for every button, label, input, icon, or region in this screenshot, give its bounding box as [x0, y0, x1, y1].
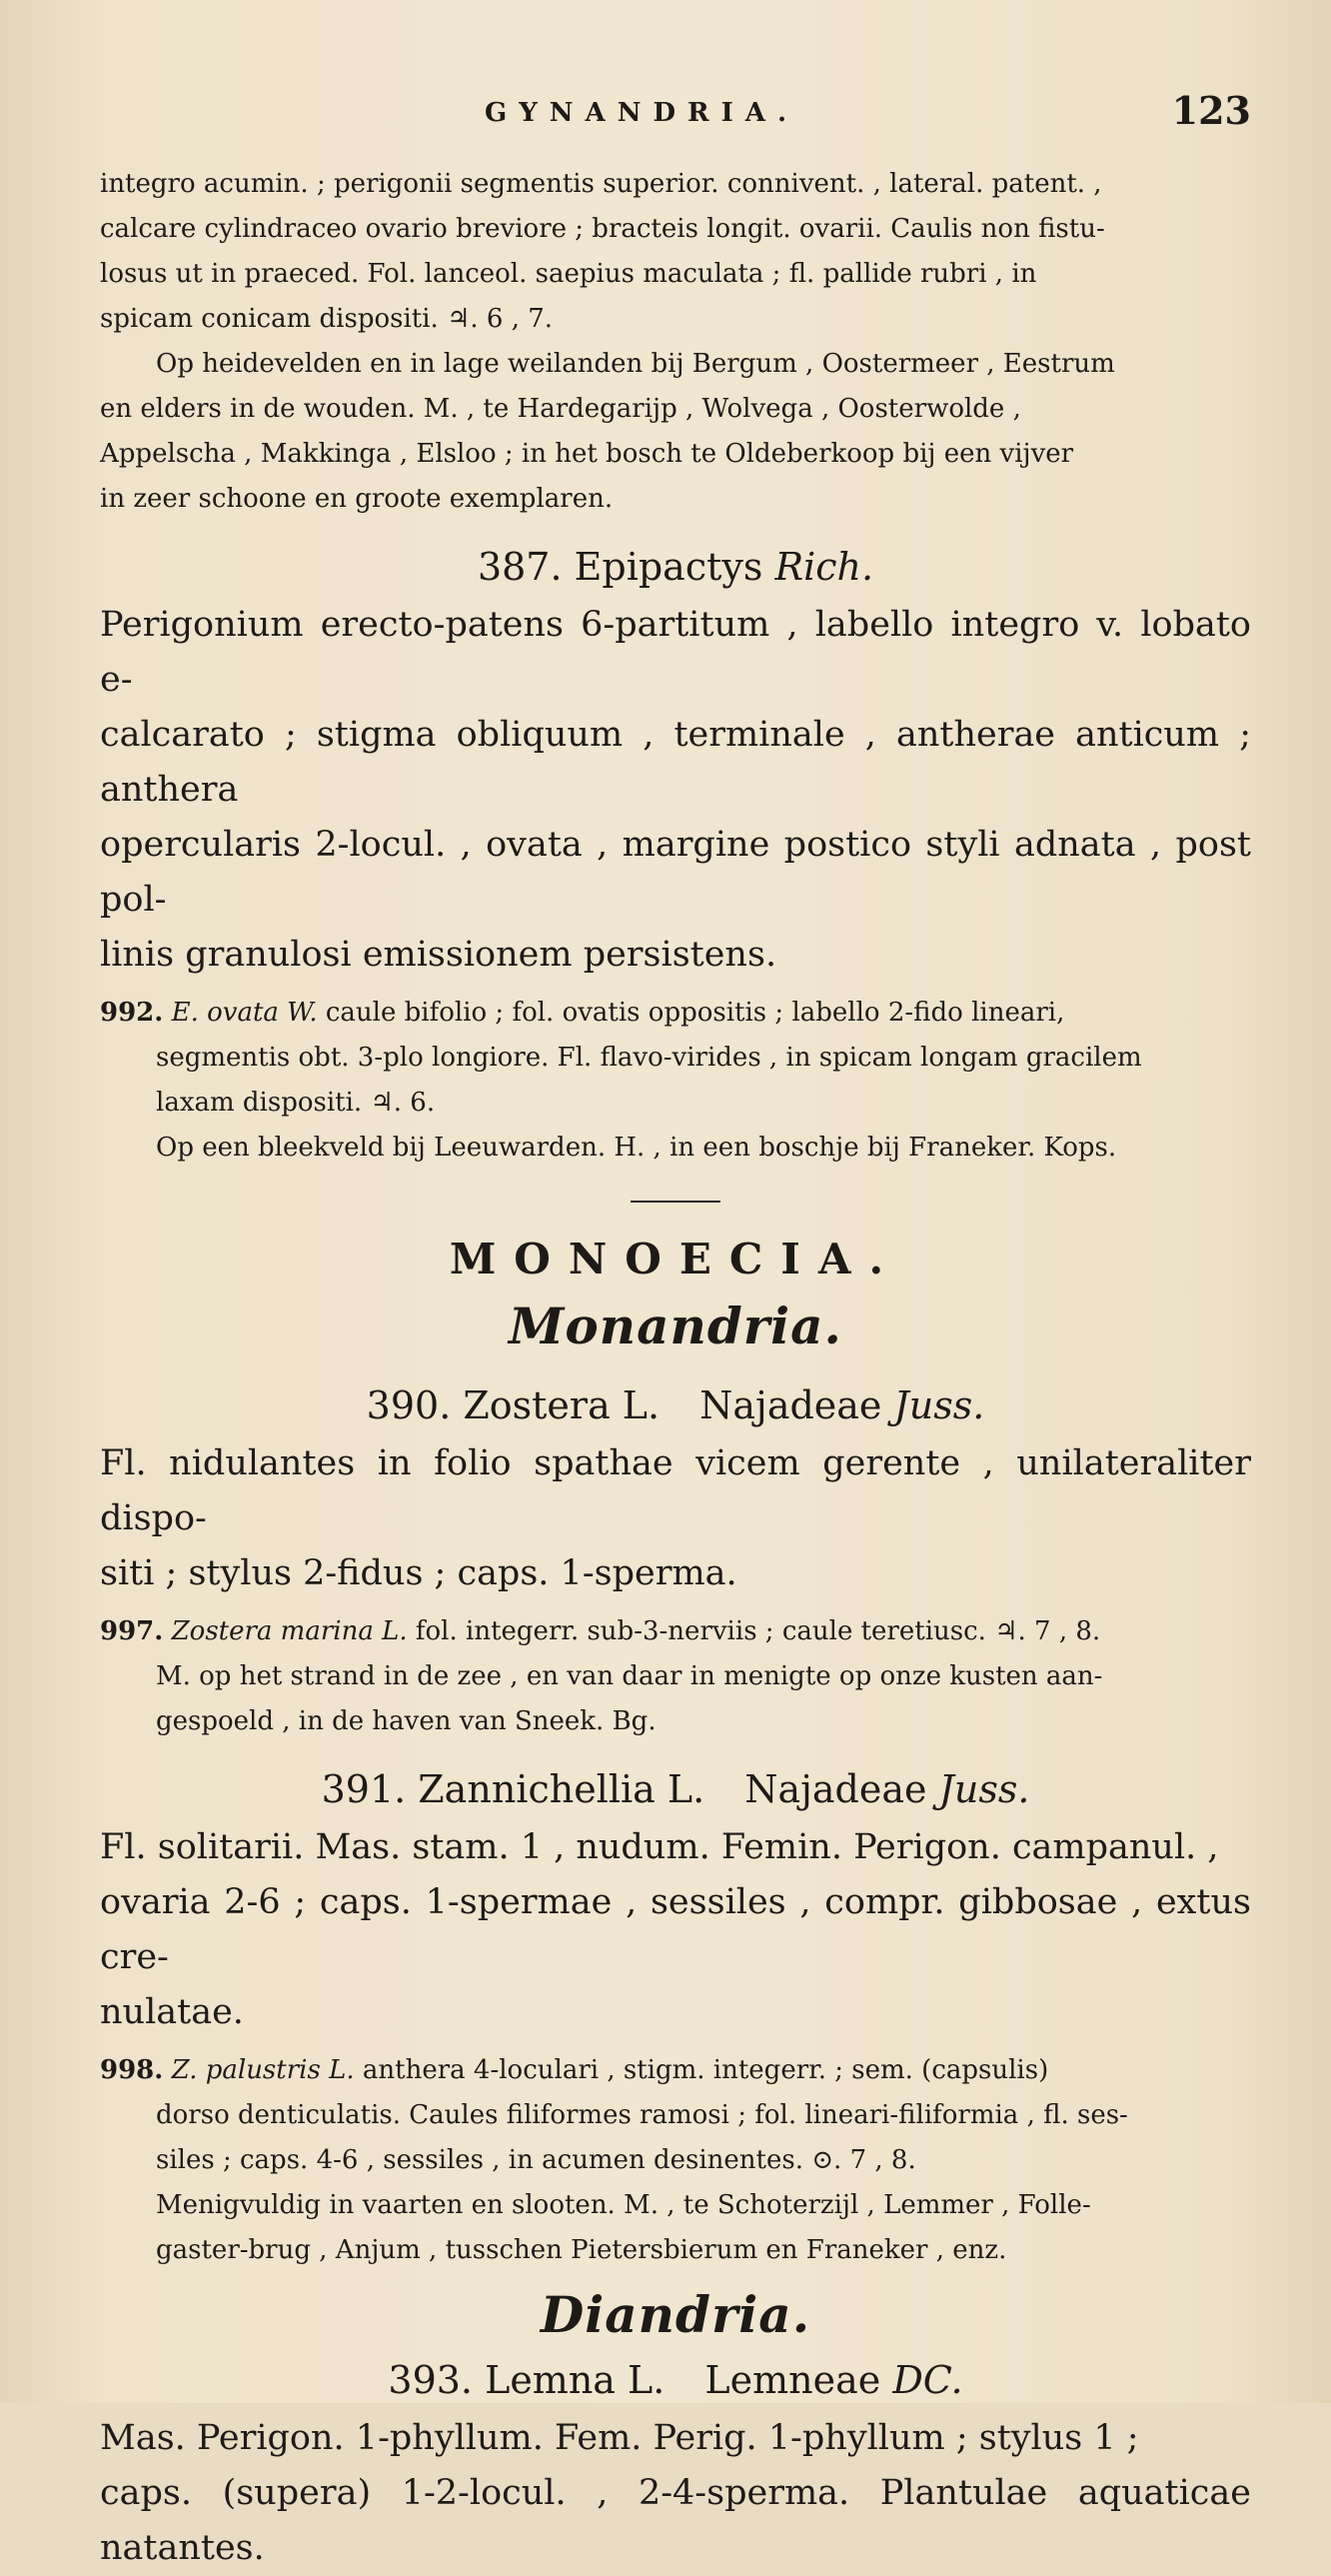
section-divider [631, 1201, 720, 1203]
text-line [100, 2048, 1251, 2093]
genus-heading-lemna [100, 2349, 1251, 2411]
genus-heading-zannichellia [100, 1758, 1251, 1820]
species-name: E. ovata W. [171, 998, 318, 1028]
genus-family: Lemneae [704, 2358, 881, 2402]
text-line: spicam conicam dispositi. ♃. 6 , 7. [100, 304, 554, 334]
species-number: 992. [100, 998, 164, 1028]
species-name: Zostera marina L. [171, 1616, 408, 1646]
species-text: caule bifolio ; fol. ovatis oppositis ; labello 2-fido lineari, [325, 998, 1065, 1028]
text-line: segmentis obt. 3-plo longiore. Fl. flavo-virides , in spicam longam gracilem [156, 1043, 1142, 1073]
species-text: anthera 4-loculari , stigm. integerr. ; sem. (capsulis) [362, 2055, 1049, 2085]
genus-diagnosis-zannichellia [100, 1820, 1251, 2040]
text-line: siles ; caps. 4-6 , sessiles , in acumen desinentes. ⊙. 7 , 8. [156, 2145, 916, 2175]
species-entry-992 [100, 991, 1251, 1171]
genus-diagnosis-lemna [100, 2411, 1251, 2576]
text-line: en elders in de wouden. M. , te Hardegarijp , Wolvega , Oosterwolde , [100, 394, 1021, 424]
running-title: GYNANDRIA. [485, 98, 799, 128]
genus-title: 390. Zostera L. [366, 1383, 661, 1427]
text-line: dorso denticulatis. Caules filiformes ramosi ; fol. lineari-filiformia , fl. ses- [156, 2100, 1128, 2130]
text-line [100, 1609, 1251, 1654]
text-line: Op heidevelden en in lage weilanden bij Bergum , Oostermeer , Eestrum [156, 349, 1115, 379]
genus-heading-zostera [100, 1374, 1251, 1436]
page-header [100, 90, 1251, 150]
genus-author: Rich. [774, 545, 874, 589]
genus-family-author: DC. [892, 2358, 963, 2402]
genus-heading-epipactys [100, 536, 1251, 598]
text-line: gaster-brug , Anjum , tusschen Pietersbierum en Franeker , enz. [156, 2235, 1007, 2265]
text-line: gespoeld , in de haven van Sneek. Bg. [156, 1706, 657, 1736]
genus-title: 391. Zannichellia L. [321, 1767, 705, 1811]
species-name: Z. palustris L. [171, 2055, 355, 2085]
genus-diagnosis-epipactys [100, 598, 1251, 983]
species-entry-997 [100, 1609, 1251, 1744]
ordo-heading-diandria: Diandria. [540, 2285, 811, 2344]
species-number: 997. [100, 1616, 164, 1646]
text-line: nulatae. [100, 1992, 244, 2032]
text-line: caps. (supera) 1-2-locul. , 2-4-sperma. Plantulae aquaticae natantes. [100, 2473, 1251, 2568]
genus-family-author: Juss. [893, 1383, 985, 1427]
text-line: siti ; stylus 2-fidus ; caps. 1-sperma. [100, 1553, 737, 1593]
text-line: Fl. nidulantes in folio spathae vicem gerente , unilateraliter dispo- [100, 1443, 1251, 1538]
species-locality: Op een bleekveld bij Leeuwarden. H. , in een boschje bij Franeker. Kops. [156, 1133, 1117, 1163]
text-line: opercularis 2-locul. , ovata , margine postico styli adnata , post pol- [100, 825, 1251, 920]
text-line: Mas. Perigon. 1-phyllum. Fem. Perig. 1-phyllum ; stylus 1 ; [100, 2418, 1139, 2458]
text-line: Menigvuldig in vaarten en slooten. M. , te Schoterzijl , Lemmer , Folle- [156, 2190, 1091, 2220]
genus-family: Najadeae [744, 1767, 927, 1811]
text-line: ovaria 2-6 ; caps. 1-spermae , sessiles , compr. gibbosae , extus cre- [100, 1882, 1251, 1977]
text-line: in zeer schoone en groote exemplaren. [100, 484, 614, 514]
genus-diagnosis-zostera [100, 1436, 1251, 1601]
text-line [100, 991, 1251, 1036]
genus-family-author: Juss. [938, 1767, 1030, 1811]
species-number: 998. [100, 2055, 164, 2085]
page-number: 123 [1171, 88, 1251, 133]
species-text: fol. integerr. sub-3-nerviis ; caule teretiusc. ♃. 7 , 8. [415, 1616, 1101, 1646]
text-line: Fl. solitarii. Mas. stam. 1 , nudum. Femin. Perigon. campanul. , [100, 1827, 1219, 1867]
text-line: calcarato ; stigma obliquum , terminale , antherae anticum ; anthera [100, 715, 1251, 810]
text-line: linis granulosi emissionem persistens. [100, 935, 777, 975]
text-line: M. op het strand in de zee , en van daar in menigte op onze kusten aan- [156, 1661, 1103, 1691]
text-line: losus ut in praeced. Fol. lanceol. saepius maculata ; fl. pallide rubri , in [100, 259, 1037, 289]
text-line: calcare cylindraceo ovario breviore ; bracteis longit. ovarii. Caulis non fistu- [100, 214, 1105, 244]
text-line: laxam dispositi. ♃. 6. [156, 1088, 436, 1118]
species-entry-998 [100, 2048, 1251, 2273]
genus-title: 387. Epipactys [477, 545, 763, 589]
classis-heading: MONOECIA. [449, 1235, 902, 1284]
intro-description [100, 162, 1251, 342]
text-line: integro acumin. ; perigonii segmentis superior. connivent. , lateral. patent. , [100, 169, 1102, 199]
intro-locality [100, 342, 1251, 522]
genus-family: Najadeae [699, 1383, 882, 1427]
text-line: Appelscha , Makkinga , Elsloo ; in het bosch te Oldeberkoop bij een vijver [100, 439, 1074, 469]
ordo-heading-monandria: Monandria. [509, 1296, 842, 1355]
text-line: Perigonium erecto-patens 6-partitum , labello integro v. lobato e- [100, 605, 1251, 700]
genus-title: 393. Lemna L. [388, 2358, 666, 2402]
